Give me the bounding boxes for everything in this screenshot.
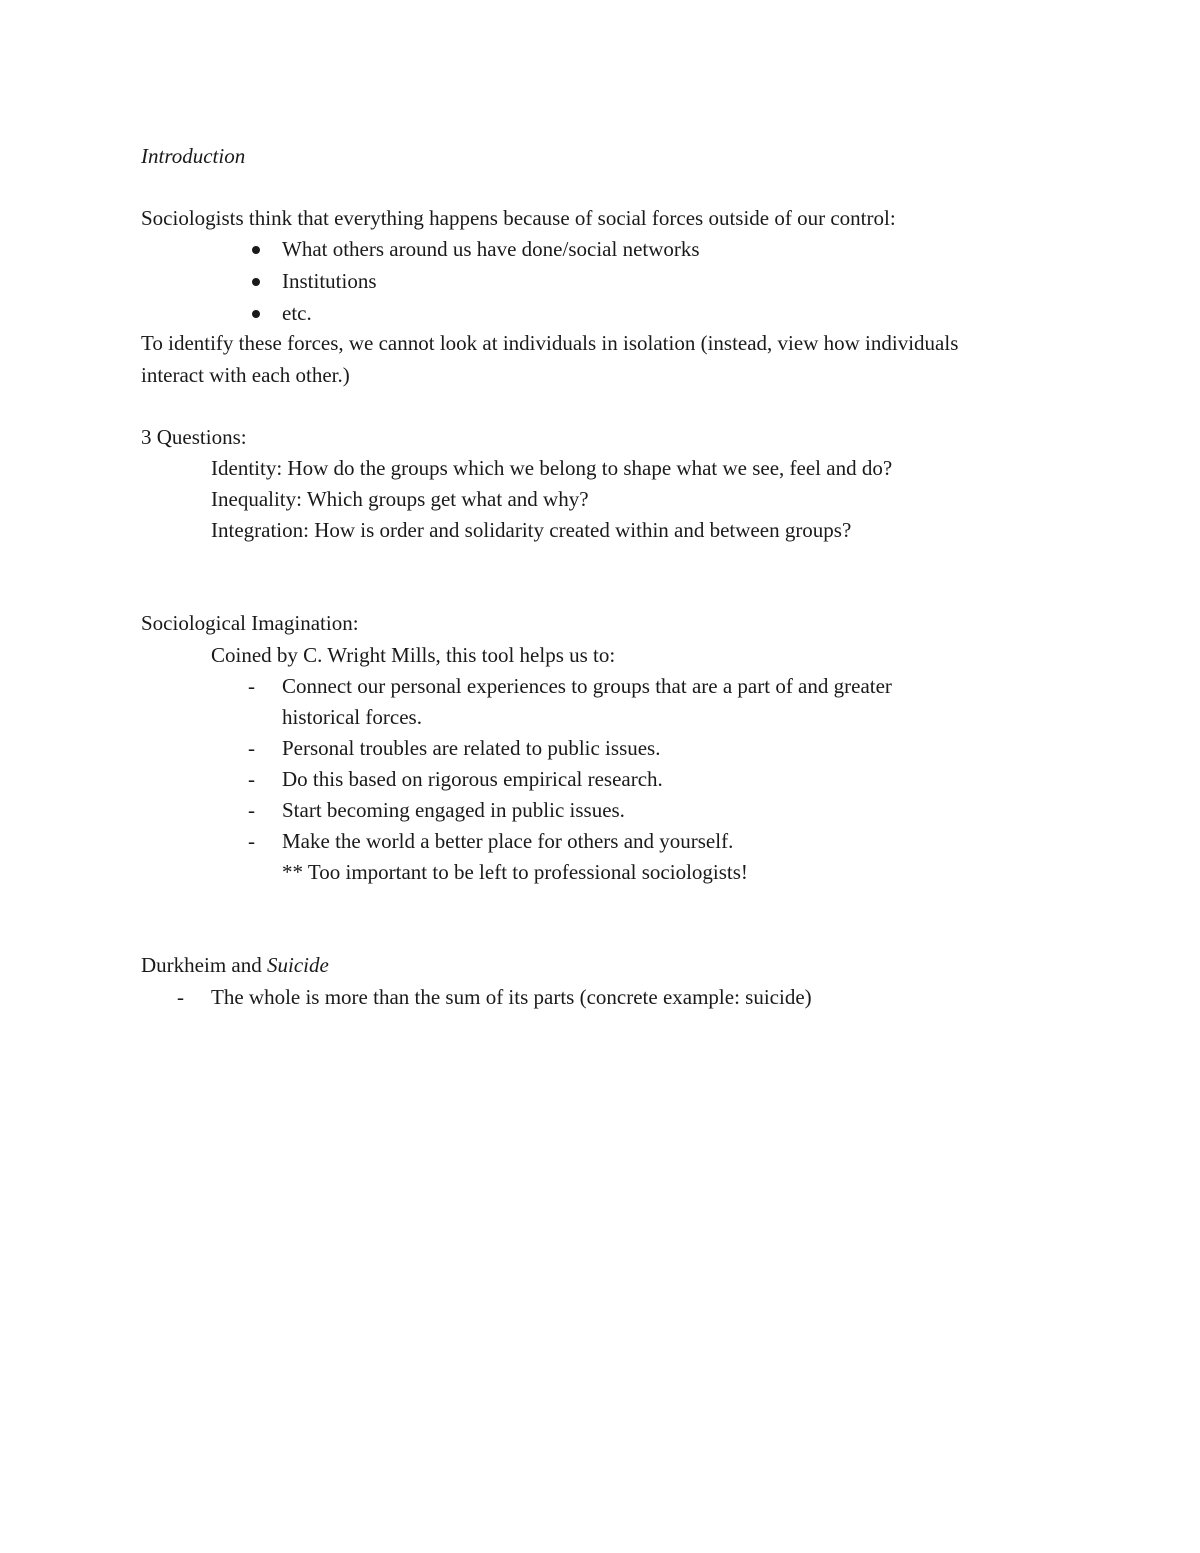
dash-marker: - bbox=[248, 798, 255, 822]
dash-marker: - bbox=[248, 674, 255, 698]
dash-marker: - bbox=[177, 985, 184, 1009]
dash-marker: - bbox=[248, 767, 255, 791]
heading-plain-text: Durkheim and bbox=[141, 953, 267, 977]
section-heading-questions: 3 Questions: bbox=[141, 425, 247, 449]
list-item: Personal troubles are related to public issues. bbox=[282, 736, 661, 760]
section-heading-durkheim bbox=[141, 950, 329, 981]
section-heading-imagination: Sociological Imagination: bbox=[141, 611, 359, 635]
list-item: What others around us have done/social networks bbox=[282, 237, 700, 261]
intro-paragraph-line: interact with each other.) bbox=[141, 363, 350, 387]
bullet-icon bbox=[252, 246, 260, 254]
imagination-lead-text: Coined by C. Wright Mills, this tool helps us to: bbox=[211, 643, 616, 667]
dash-marker: - bbox=[248, 829, 255, 853]
list-item-continuation: historical forces. bbox=[282, 705, 422, 729]
question-item: Identity: How do the groups which we belong to shape what we see, feel and do? bbox=[211, 456, 893, 480]
list-item: Make the world a better place for others and yourself. bbox=[282, 829, 734, 853]
heading-italic-text: Suicide bbox=[266, 953, 329, 977]
list-item: etc. bbox=[282, 301, 312, 325]
question-item: Integration: How is order and solidarity created within and between groups? bbox=[211, 518, 852, 542]
section-heading-introduction: Introduction bbox=[141, 144, 246, 168]
list-item: Connect our personal experiences to groups that are a part of and greater bbox=[282, 674, 892, 698]
list-item: Start becoming engaged in public issues. bbox=[282, 798, 625, 822]
list-item: Do this based on rigorous empirical research. bbox=[282, 767, 663, 791]
list-item: Institutions bbox=[282, 269, 377, 293]
bullet-icon bbox=[252, 310, 260, 318]
dash-marker: - bbox=[248, 736, 255, 760]
intro-paragraph-line: To identify these forces, we cannot look at individuals in isolation (instead, view how individuals bbox=[141, 331, 959, 355]
intro-lead-text: Sociologists think that everything happens because of social forces outside of our control: bbox=[141, 206, 896, 230]
list-item: The whole is more than the sum of its parts (concrete example: suicide) bbox=[211, 985, 812, 1009]
imagination-note: ** Too important to be left to professional sociologists! bbox=[282, 860, 748, 884]
question-item: Inequality: Which groups get what and why? bbox=[211, 487, 589, 511]
bullet-icon bbox=[252, 278, 260, 286]
